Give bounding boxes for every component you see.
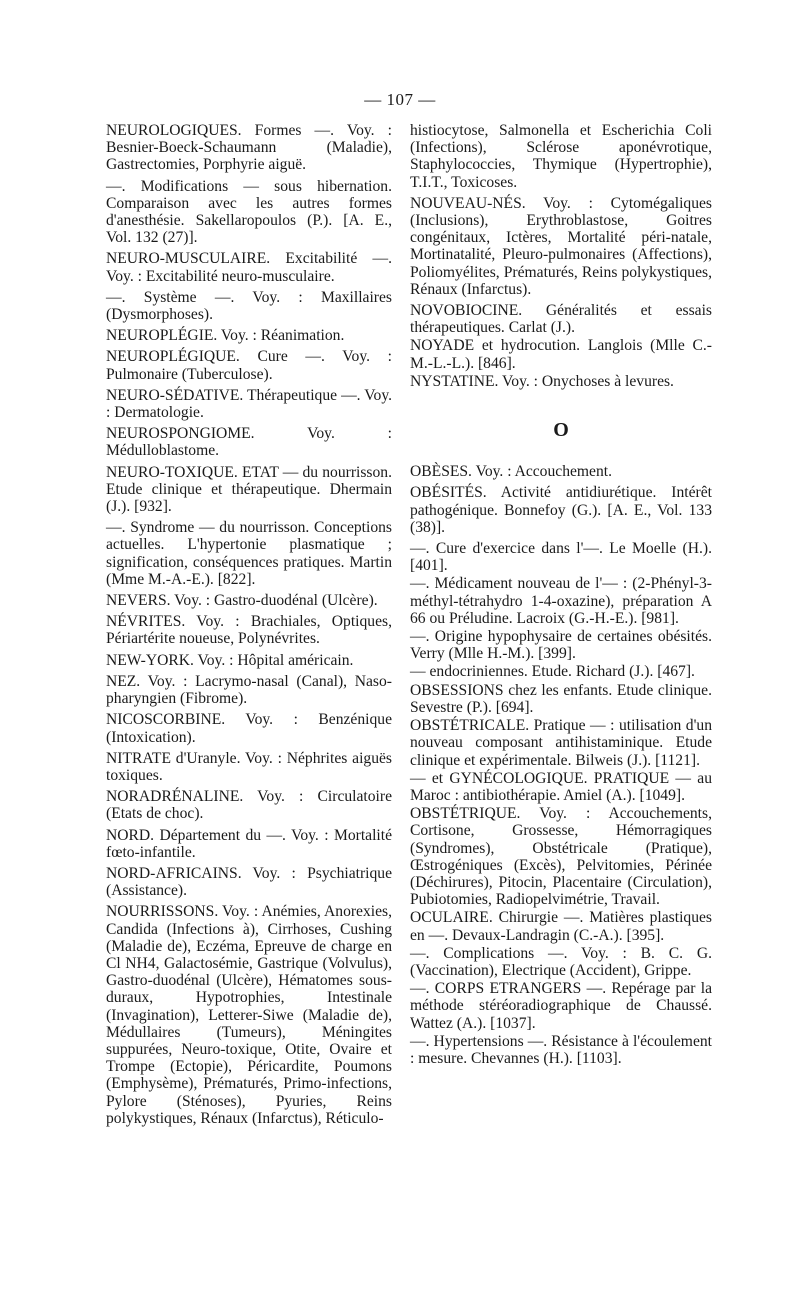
- index-entry: NORADRÉNALINE. Voy. : Circulatoire (Etats de choc).: [106, 788, 392, 823]
- index-entry: OCULAIRE. Chirurgie —. Matières plastiques en —. Devaux-Landragin (C.-A.). [395].: [410, 909, 712, 944]
- index-entry: NOVOBIOCINE. Généralités et essais thérapeutiques. Carlat (J.).: [410, 302, 712, 337]
- index-entry: OBSTÉTRIQUE. Voy. : Accouchements, Cortisone, Grossesse, Hémorragiques (Syndromes), Obstétricale (Pratique), Œstrogéniques (Excès), Pelvitomies, Périnée (Déchirures), Pitocin, Placentaire (Circulation), Pubiotomies, Radiopelvimétrie, Travail.: [410, 805, 712, 909]
- index-entry: NEURO-SÉDATIVE. Thérapeutique —. Voy. : Dermatologie.: [106, 386, 392, 422]
- index-entry: NORD. Département du —. Voy. : Mortalité fœto-infantile.: [106, 826, 392, 861]
- index-entry: NEUROPLÉGIQUE. Cure —. Voy. : Pulmonaire (Tuberculose).: [106, 348, 392, 383]
- index-entry-continued: histiocytose, Salmonella et Escherichia Coli (Infections), Sclérose aponévrotique, Staphylococcies, Thymique (Hypertrophie), T.I.T., Toxicoses.: [410, 122, 712, 191]
- index-entry: NEW-YORK. Voy. : Hôpital américain.: [106, 651, 354, 669]
- index-entry: — et GYNÉCOLOGIQUE. PRATIQUE — au Maroc : antibiothérapie. Amiel (A.). [1049].: [410, 769, 712, 804]
- index-entry: NEURO-TOXIQUE. ETAT — du nourrisson. Etude clinique et thérapeutique. Dhermain (J.). [932].: [106, 463, 392, 516]
- index-entry: NEVERS. Voy. : Gastro-duodénal (Ulcère).: [106, 592, 378, 610]
- index-entry: NOURRISSONS. Voy. : Anémies, Anorexies, Candida (Infections à), Cirrhoses, Cushing (Maladie de), Eczéma, Epreuve de charge en Cl NH4, Galactosémie, Gastrique (Volvulus), Gastro-duodénal (Ulcère), Hématomes sous-duraux, Hypotrophies, Intestinale (Invagination), Letterer-Siwe (Maladie de), Médullaires (Tumeurs), Méningites suppurées, Neuro-toxique, Otite, Ovaire et Trompe (Ectopie), Péricardite, Poumons (Emphysème), Prématurés, Primo-infections, Pylore (Sténoses), Pyuries, Reins polykystiques, Rénaux (Infarctus), Réticulo-: [106, 903, 392, 1127]
- index-entry: OBSESSIONS chez les enfants. Etude clinique. Sevestre (P.). [694].: [410, 681, 712, 716]
- section-letter: O: [553, 419, 569, 442]
- index-entry: — endocriniennes. Etude. Richard (J.). [467].: [410, 663, 695, 681]
- index-entry: OBSTÉTRICALE. Pratique — : utilisation d'un nouveau composant antihistaminique. Etude clinique et expérimentale. Bilweis (J.). [1121].: [410, 717, 712, 769]
- index-entry: NOUVEAU-NÉS. Voy. : Cytomégaliques (Inclusions), Erythroblastose, Goitres congénitaux, Ictères, Mortalité péri-natale, Mortinatalité, Pleuro-pulmonaires (Affections), Poliomyélites, Prématurés, Reins polykystiques, Rénaux (Infarctus).: [410, 194, 712, 298]
- index-entry: —. Médicament nouveau de l'— : (2-Phényl-3-méthyl-tétrahydro 1-4-oxazine), préparation A 66 ou Préludine. Lacroix (G.-H.-E.). [981].: [410, 575, 712, 627]
- index-entry: NEUROSPONGIOME. Voy. : Médulloblastome.: [106, 425, 392, 460]
- index-entry: NEUROLOGIQUES. Formes —. Voy. : Besnier-Boeck-Schaumann (Maladie), Gastrectomies, Porphyrie aiguë.: [106, 122, 392, 174]
- index-entry: —. Modifications — sous hibernation. Comparaison avec les autres formes d'anesthésie. Sakellaropoulos (P.). [A. E., Vol. 132 (27)].: [106, 177, 392, 247]
- index-entry: OBÈSES. Voy. : Accouchement.: [410, 463, 612, 481]
- page-number: — 107 —: [364, 90, 436, 109]
- index-entry: NOYADE et hydrocution. Langlois (Mlle C.-M.-L.-L.). [846].: [410, 337, 712, 372]
- right-column: [410, 122, 712, 1068]
- index-entry: NEUROPLÉGIE. Voy. : Réanimation.: [106, 327, 345, 345]
- index-entry: —. Système —. Voy. : Maxillaires (Dysmorphoses).: [106, 288, 392, 324]
- index-entry: —. CORPS ETRANGERS —. Repérage par la méthode stéréoradiographique de Chaussé. Wattez (A.). [1037].: [410, 980, 712, 1032]
- index-entry: —. Hypertensions —. Résistance à l'écoulement : mesure. Chevannes (H.). [1103].: [410, 1032, 712, 1067]
- index-entry: NEZ. Voy. : Lacrymo-nasal (Canal), Naso-pharyngien (Fibrome).: [106, 672, 392, 708]
- index-entry: NÉVRITES. Voy. : Brachiales, Optiques, Périartérite noueuse, Polynévrites.: [106, 613, 392, 648]
- index-entry: —. Origine hypophysaire de certaines obésités. Verry (Mlle H.-M.). [399].: [410, 628, 712, 663]
- index-entry: NORD-AFRICAINS. Voy. : Psychiatrique (Assistance).: [106, 864, 392, 900]
- left-column: [106, 122, 392, 1131]
- index-entry: —. Syndrome — du nourrisson. Conceptions actuelles. L'hypertonie plasmatique ; signification, conséquences pratiques. Martin (Mme M.-A.-E.). [822].: [106, 519, 392, 588]
- index-entry: —. Cure d'exercice dans l'—. Le Moelle (H.). [401].: [410, 540, 712, 575]
- index-entry: OBÉSITÉS. Activité antidiurétique. Intérêt pathogénique. Bonnefoy (G.). [A. E., Vol. 133 (38)].: [410, 484, 712, 536]
- index-entry: NICOSCORBINE. Voy. : Benzénique (Intoxication).: [106, 711, 392, 746]
- index-entry: NEURO-MUSCULAIRE. Excitabilité —. Voy. : Excitabilité neuro-musculaire.: [106, 250, 392, 285]
- index-entry: NITRATE d'Uranyle. Voy. : Néphrites aiguës toxiques.: [106, 749, 392, 784]
- index-entry: —. Complications —. Voy. : B. C. G. (Vaccination), Electrique (Accident), Grippe.: [410, 944, 712, 979]
- index-entry: NYSTATINE. Voy. : Onychoses à levures.: [410, 372, 674, 390]
